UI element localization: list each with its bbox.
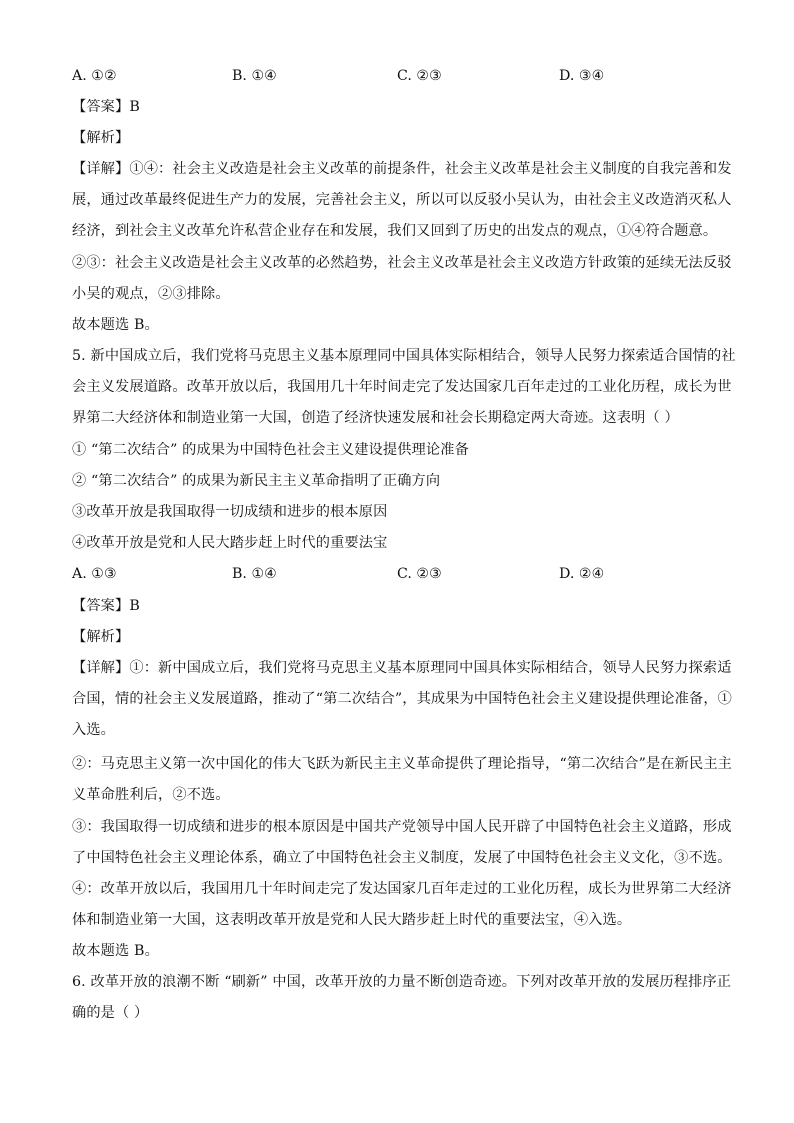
q5-stem-line: 界第二大经济体和制造业第一大国，创造了经济快速发展和社会长期稳定两大奇迹。这表明（ ） bbox=[72, 410, 679, 426]
q5-detail-line: ④：改革开放以后，我国用几十年时间走完了发达国家几百年走过的工业化历程，成长为世界第二大经济 bbox=[72, 881, 732, 897]
q5-detail-line: 体和制造业第一大国，这表明改革开放是党和人民大踏步赶上时代的重要法宝，④入选。 bbox=[72, 912, 632, 928]
q5-conclusion: 故本题选 B。 bbox=[72, 943, 159, 959]
q5-statement: ② “第二次结合” 的成果为新民主主义革命指明了正确方向 bbox=[72, 473, 441, 489]
q4-detail-line: 经济，到社会主义改革允许私营企业存在和发展，我们又回到了历史的出发点的观点，①④符合题意。 bbox=[72, 223, 718, 239]
q4-detail-line: 展，通过改革最终促进生产力的发展，完善社会主义，所以可以反驳小吴认为，由社会主义改造消灭私人 bbox=[72, 192, 732, 208]
q5-answer: 【答案】B bbox=[72, 598, 140, 614]
q4-detail-line: 【详解】①④：社会主义改造是社会主义改革的前提条件，社会主义改革是社会主义制度的自我完善和发 bbox=[72, 161, 732, 177]
q4-option-d: D. ③④ bbox=[559, 68, 605, 84]
q4-detail-line: ②③：社会主义改造是社会主义改革的必然趋势，社会主义改革是社会主义改造方针政策的延续无法反驳 bbox=[72, 255, 732, 271]
q4-options bbox=[72, 67, 722, 85]
q5-statement: ① “第二次结合” 的成果为中国特色社会主义建设提供理论准备 bbox=[72, 442, 469, 458]
q5-detail-line: ③：我国取得一切成绩和进步的根本原因是中国共产党领导中国人民开辟了中国特色社会主义道路，形成 bbox=[72, 819, 732, 835]
q5-detail-line: 入选。 bbox=[72, 722, 116, 738]
q4-option-c: C. ②③ bbox=[397, 68, 442, 84]
q5-detail-line: 【详解】①：新中国成立后，我们党将马克思主义基本原理同中国具体实际相结合，领导人民努力探索适 bbox=[72, 660, 732, 676]
q6-stem-line: 6. 改革开放的浪潮不断 “刷新” 中国，改革开放的力量不断创造奇迹。下列对改革开放的发展历程排序正 bbox=[72, 974, 732, 990]
q4-answer: 【答案】B bbox=[72, 99, 140, 115]
q4-option-a: A. ①② bbox=[72, 68, 117, 84]
q5-detail-line: ②：马克思主义第一次中国化的伟大飞跃为新民主主义革命提供了理论指导，“第二次结合”是在新民主主 bbox=[72, 756, 732, 772]
q5-analysis-label: 【解析】 bbox=[72, 629, 130, 645]
q5-detail-line: 了中国特色社会主义理论体系，确立了中国特色社会主义制度，发展了中国特色社会主义文化，③不选。 bbox=[72, 850, 732, 866]
q5-option-b: B. ①④ bbox=[232, 566, 277, 582]
q5-stem-line: 5. 新中国成立后，我们党将马克思主义基本原理同中国具体实际相结合，领导人民努力探索适合国情的社 bbox=[72, 348, 736, 364]
q5-statement: ③改革开放是我国取得一切成绩和进步的根本原因 bbox=[72, 504, 388, 520]
q5-option-a: A. ①③ bbox=[72, 566, 117, 582]
q5-detail-line: 合国，情的社会主义发展道路，推动了“第二次结合”，其成果为中国特色社会主义建设提供理论准备，① bbox=[72, 691, 732, 707]
q4-conclusion: 故本题选 B。 bbox=[72, 317, 159, 333]
q6-stem-line: 确的是（ ） bbox=[72, 1005, 149, 1021]
q5-options bbox=[72, 565, 722, 583]
q4-detail-line: 小吴的观点，②③排除。 bbox=[72, 286, 230, 302]
q5-detail-line: 义革命胜利后，②不选。 bbox=[72, 787, 230, 803]
q5-option-c: C. ②③ bbox=[397, 566, 442, 582]
q4-analysis-label: 【解析】 bbox=[72, 130, 130, 146]
q4-option-b: B. ①④ bbox=[232, 68, 277, 84]
q5-statement: ④改革开放是党和人民大踏步赶上时代的重要法宝 bbox=[72, 535, 388, 551]
q5-stem-line: 会主义发展道路。改革开放以后，我国用几十年时间走完了发达国家几百年走过的工业化历程，成长为世 bbox=[72, 379, 732, 395]
q5-option-d: D. ②④ bbox=[559, 566, 605, 582]
